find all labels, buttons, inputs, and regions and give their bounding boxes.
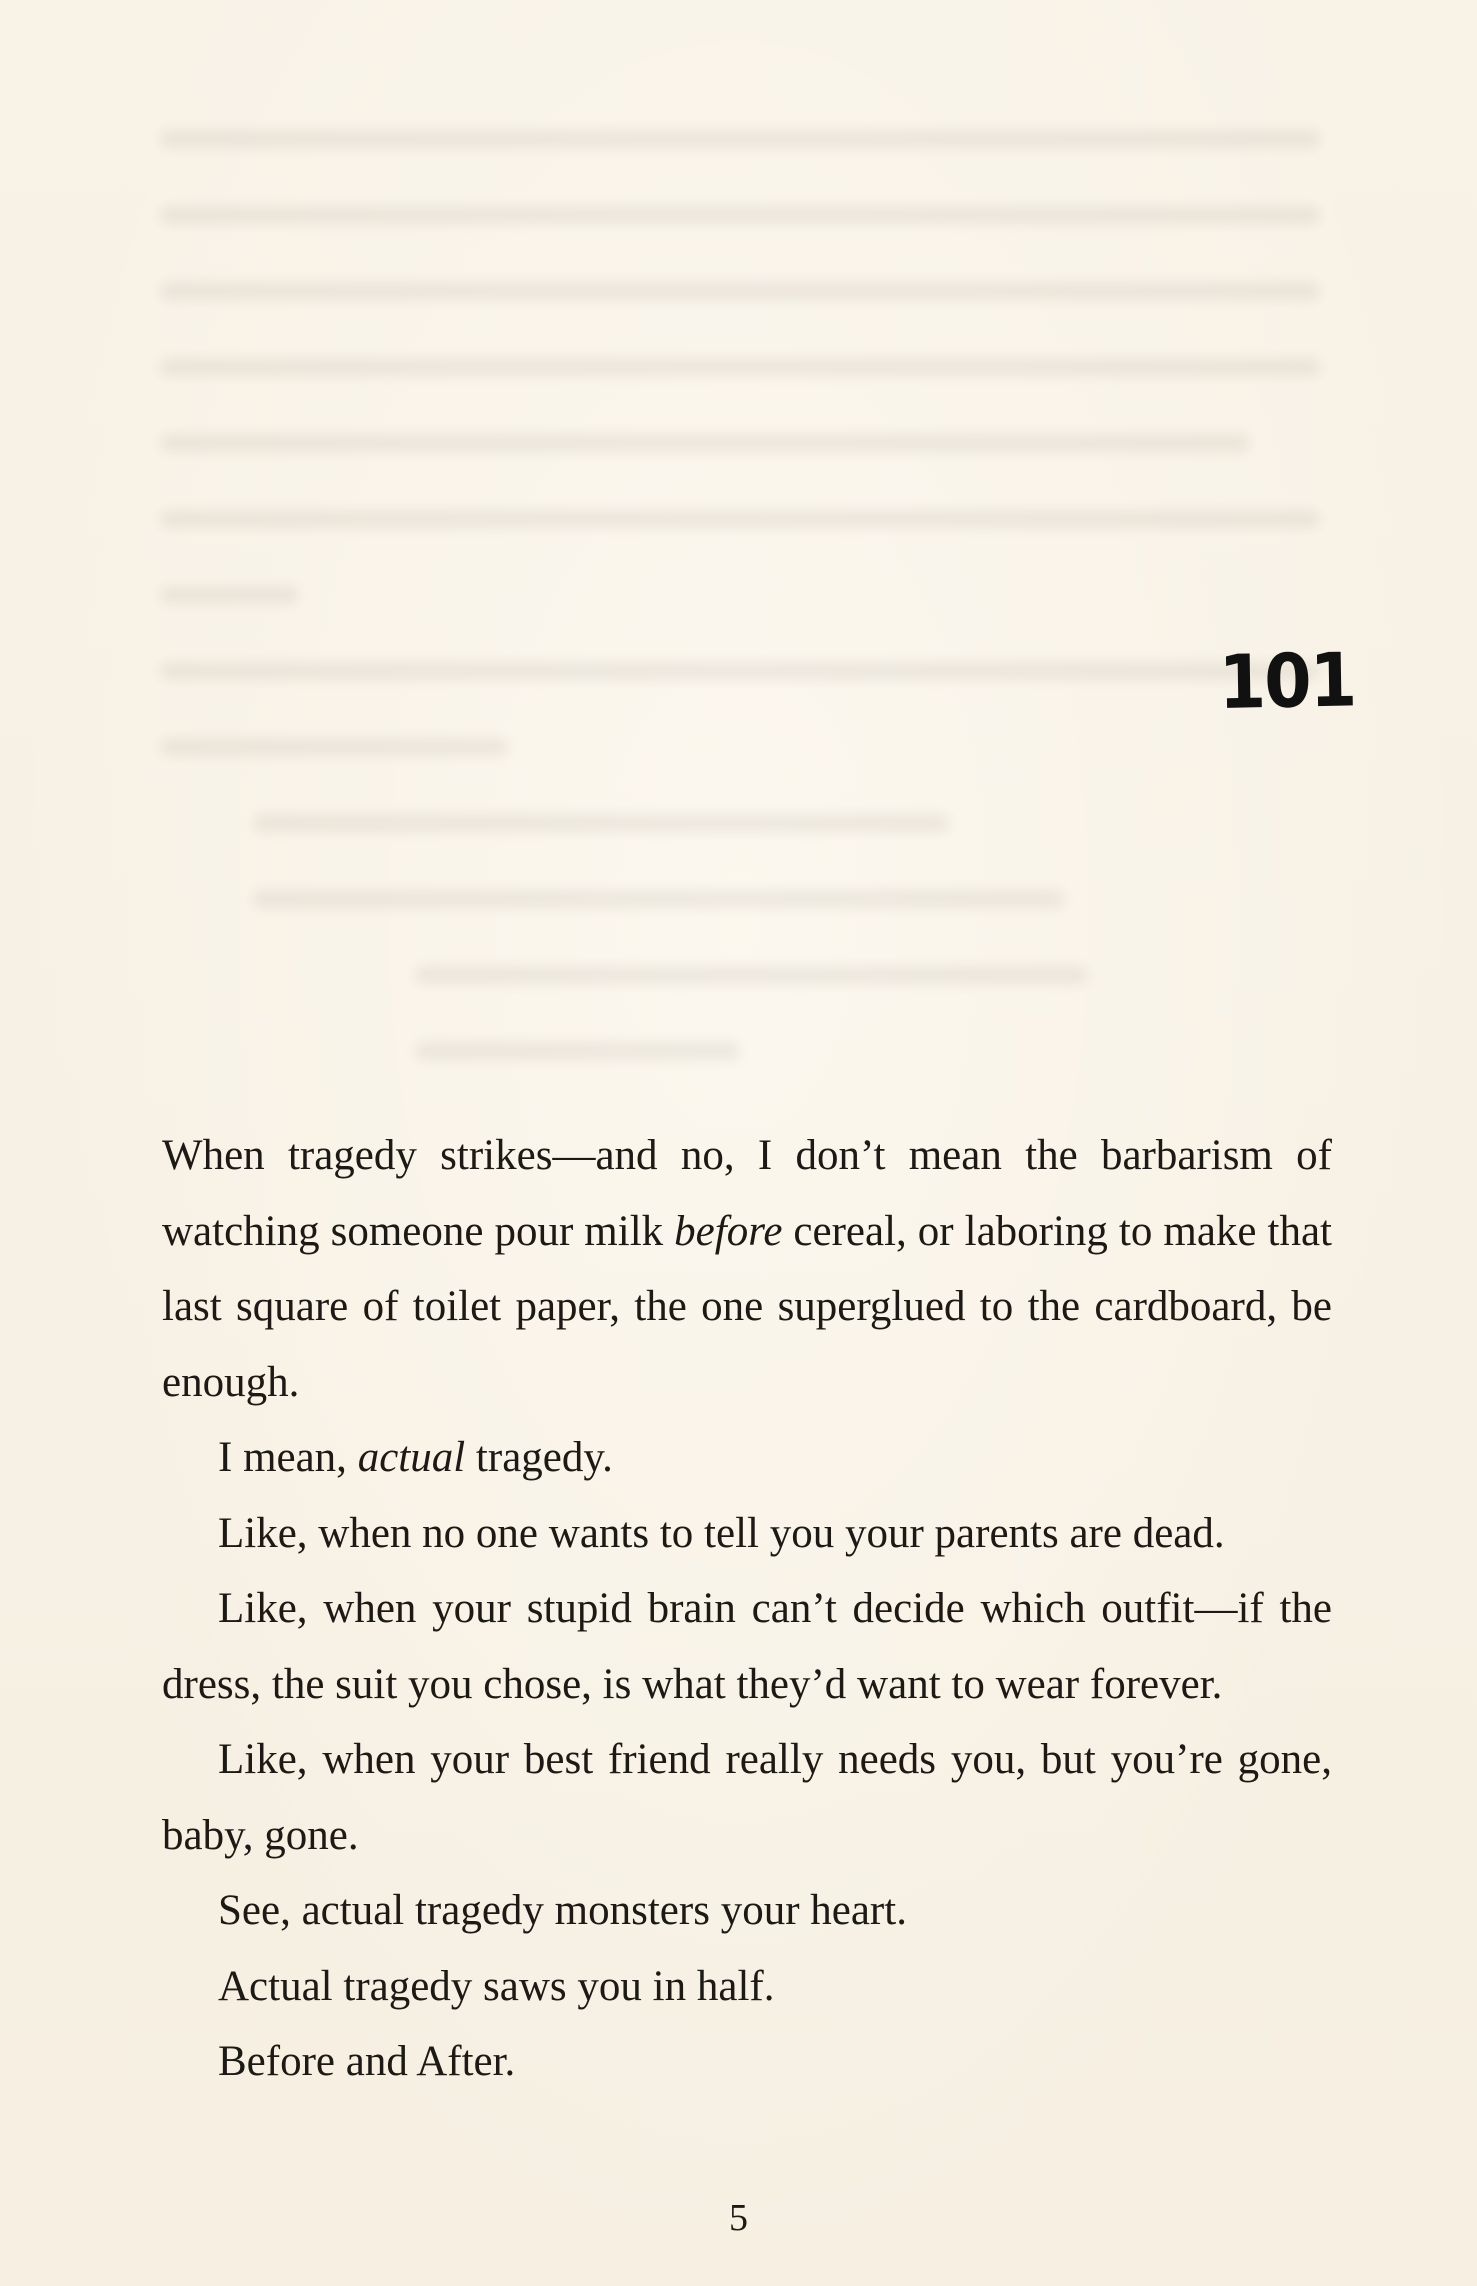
paragraph-3: Like, when no one wants to tell you your parents are dead. bbox=[218, 1509, 1225, 1557]
bleed-through-shadow bbox=[160, 130, 1320, 1118]
page-number: 5 bbox=[729, 2197, 748, 2239]
paragraph-7: Actual tragedy saws you in half. bbox=[218, 1962, 775, 2010]
body-text bbox=[162, 1118, 1332, 2100]
paragraph-8: Before and After. bbox=[218, 2038, 516, 2085]
emphasis-actual: actual bbox=[357, 1434, 466, 1481]
emphasis-before: before bbox=[674, 1207, 783, 1255]
paragraph-4: Like, when your stupid brain can’t decide which outfit—if the dress, the suit you chose, is what they’d want to wear forever. bbox=[162, 1585, 1332, 1708]
paragraph-1: When tragedy strikes—and no, I don’t mean the barbarism of watching someone pour milk before cereal, or laboring to make that last square of toilet paper, the one superglued to the cardboard, be enough. bbox=[162, 1132, 1332, 1406]
paragraph-6: See, actual tragedy monsters your heart. bbox=[218, 1887, 907, 1934]
paragraph-5: Like, when your best friend really needs you, but you’re gone, baby, gone. bbox=[162, 1736, 1332, 1859]
chapter-number-handwritten: 101 bbox=[1218, 637, 1356, 726]
paragraph-2: I mean, actual tragedy. bbox=[218, 1434, 613, 1481]
